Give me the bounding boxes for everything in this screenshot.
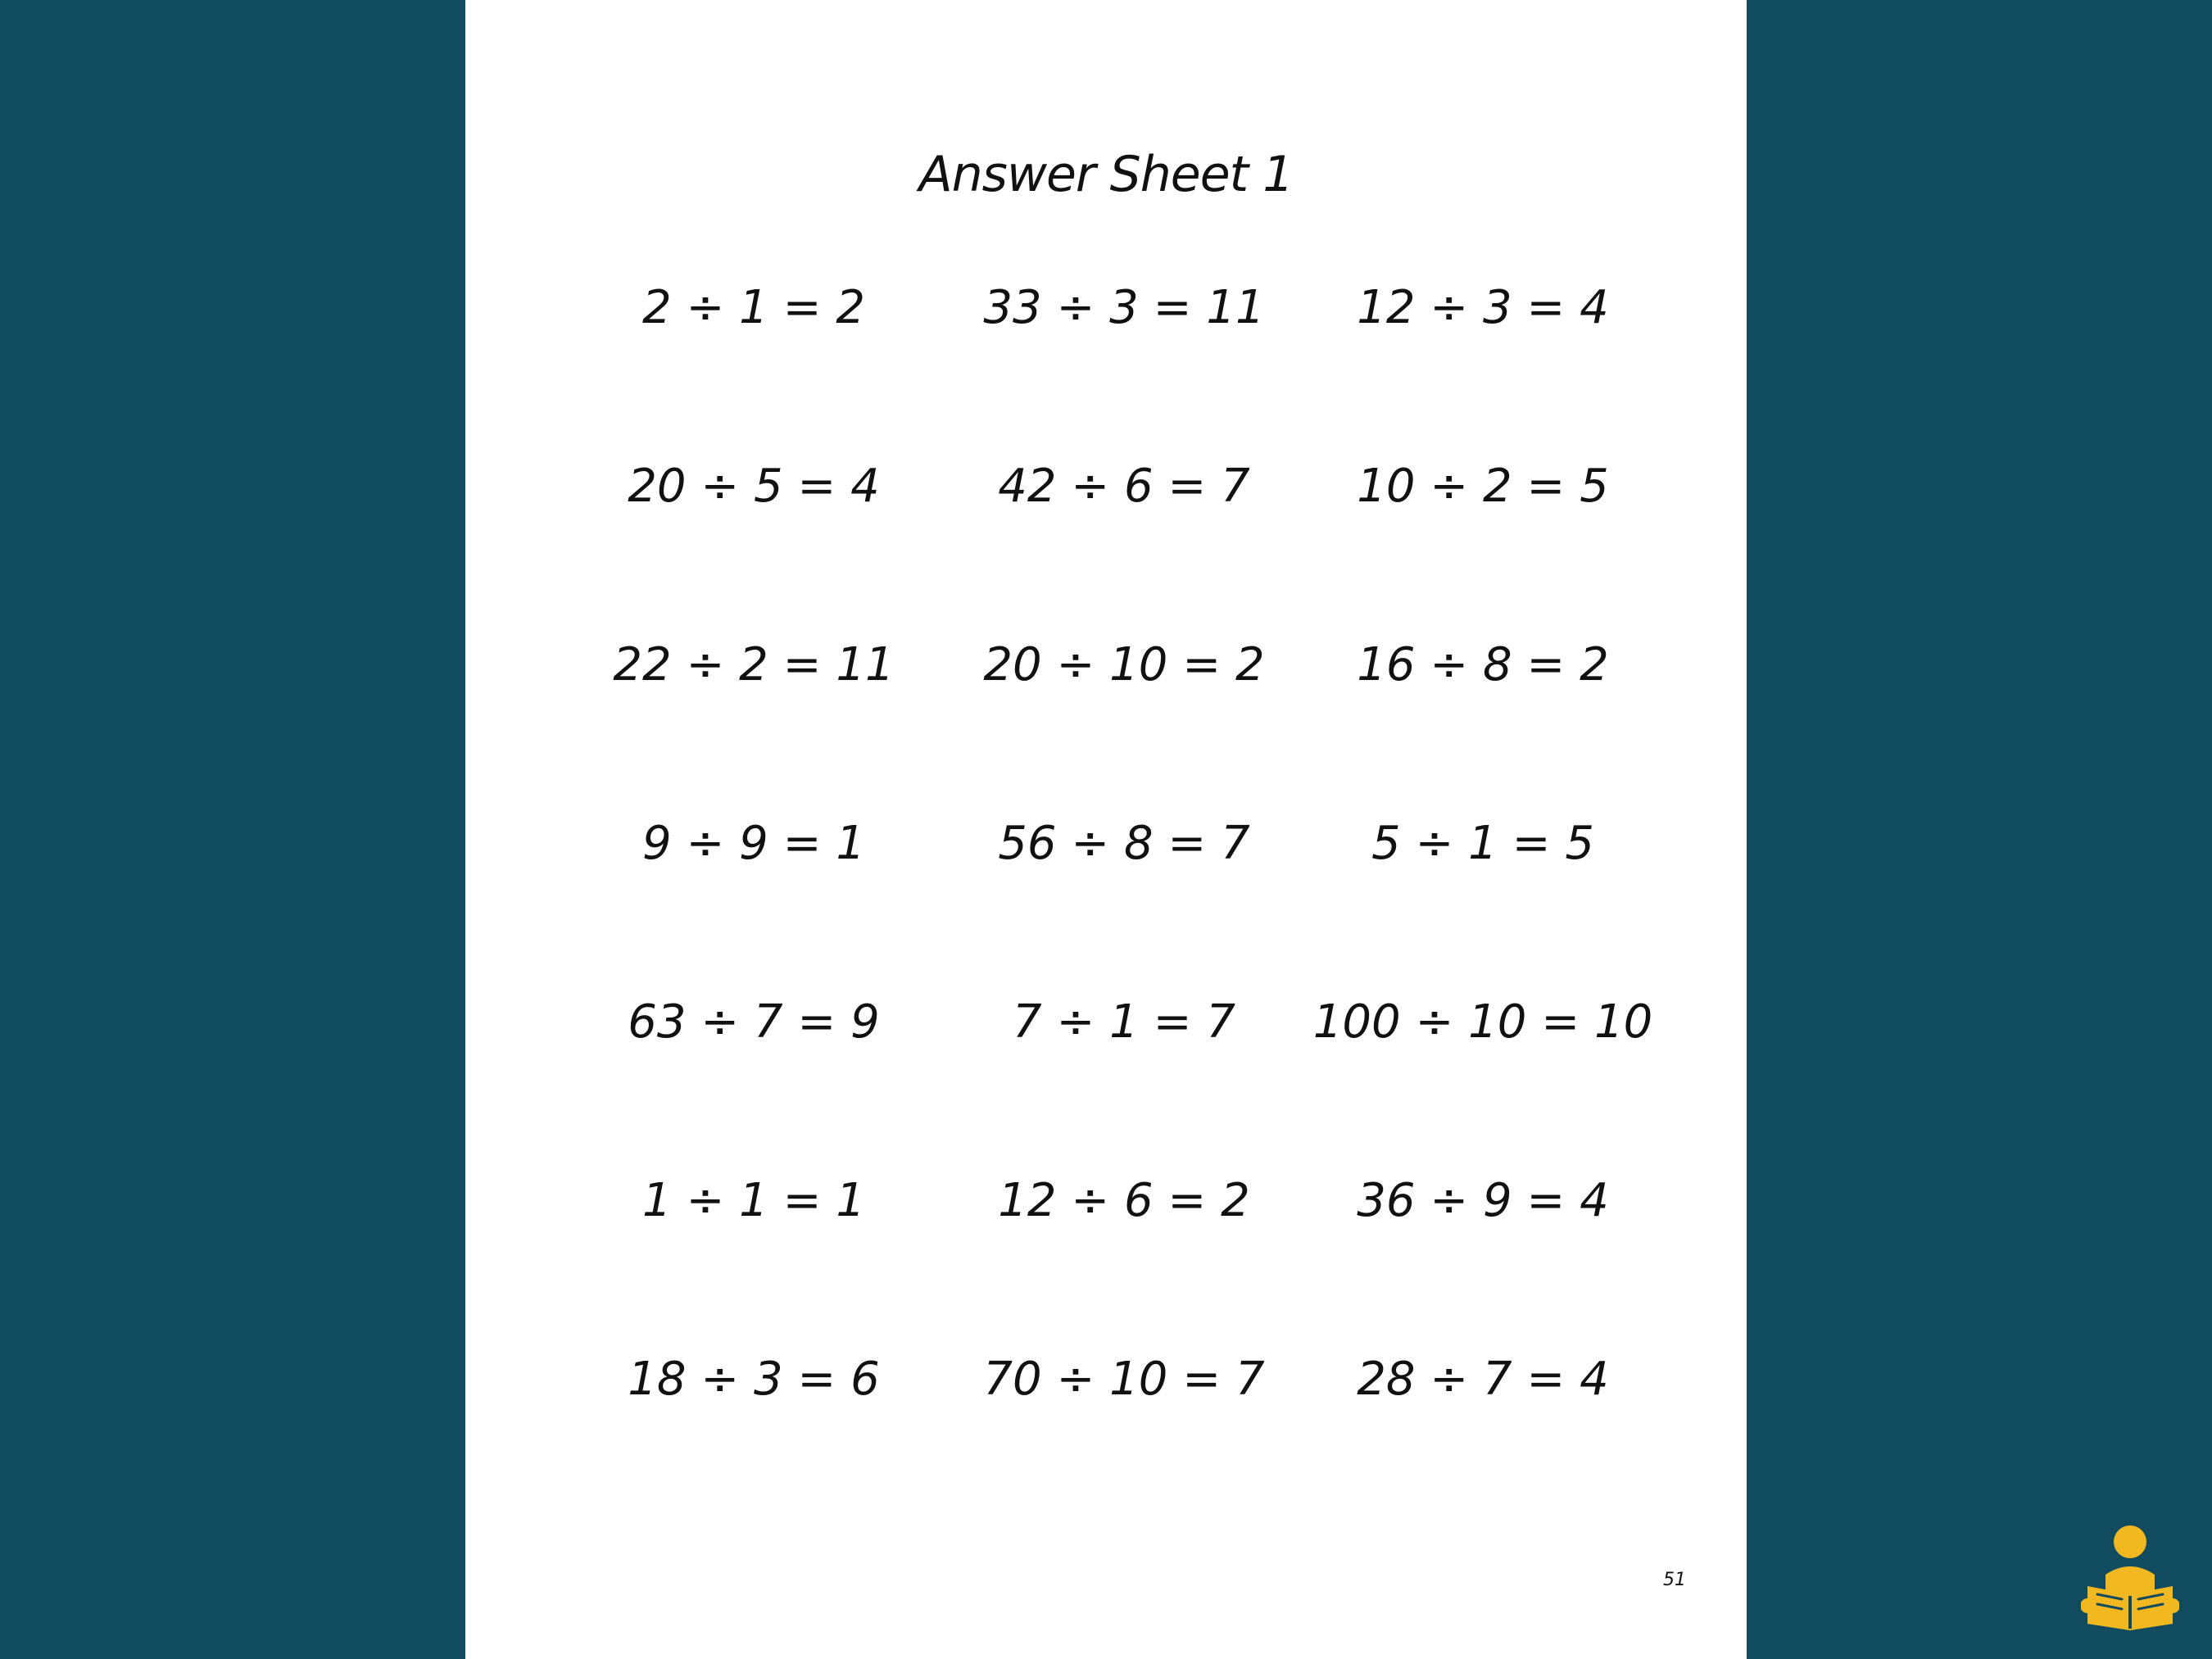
equation: 18 ÷ 3 = 6 [628, 1353, 880, 1406]
equation: 7 ÷ 1 = 7 [1013, 995, 1235, 1049]
equation: 56 ÷ 8 = 7 [998, 817, 1250, 870]
equation: 9 ÷ 9 = 1 [642, 817, 865, 870]
page-number: 51 [1663, 1570, 1686, 1590]
equation: 12 ÷ 3 = 4 [1357, 281, 1609, 334]
equation: 10 ÷ 2 = 5 [1357, 460, 1609, 513]
equation: 16 ÷ 8 = 2 [1357, 638, 1609, 691]
reading-person-icon [2081, 1524, 2179, 1630]
equation: 22 ÷ 2 = 11 [613, 638, 895, 691]
equation: 12 ÷ 6 = 2 [998, 1174, 1250, 1227]
equation: 20 ÷ 5 = 4 [628, 460, 880, 513]
equation: 1 ÷ 1 = 1 [642, 1174, 865, 1227]
equation: 2 ÷ 1 = 2 [642, 281, 865, 334]
worksheet-page [465, 0, 1747, 1659]
equation: 36 ÷ 9 = 4 [1357, 1174, 1609, 1227]
equation: 33 ÷ 3 = 11 [983, 281, 1265, 334]
equation: 5 ÷ 1 = 5 [1371, 817, 1594, 870]
equation: 20 ÷ 10 = 2 [983, 638, 1265, 691]
equation: 42 ÷ 6 = 7 [998, 460, 1250, 513]
equation: 63 ÷ 7 = 9 [628, 995, 880, 1049]
equation: 100 ÷ 10 = 10 [1312, 995, 1653, 1049]
page-title: Answer Sheet 1 [918, 146, 1294, 203]
equation: 70 ÷ 10 = 7 [983, 1353, 1265, 1406]
equation: 28 ÷ 7 = 4 [1357, 1353, 1609, 1406]
equation-grid [465, 0, 1747, 1659]
